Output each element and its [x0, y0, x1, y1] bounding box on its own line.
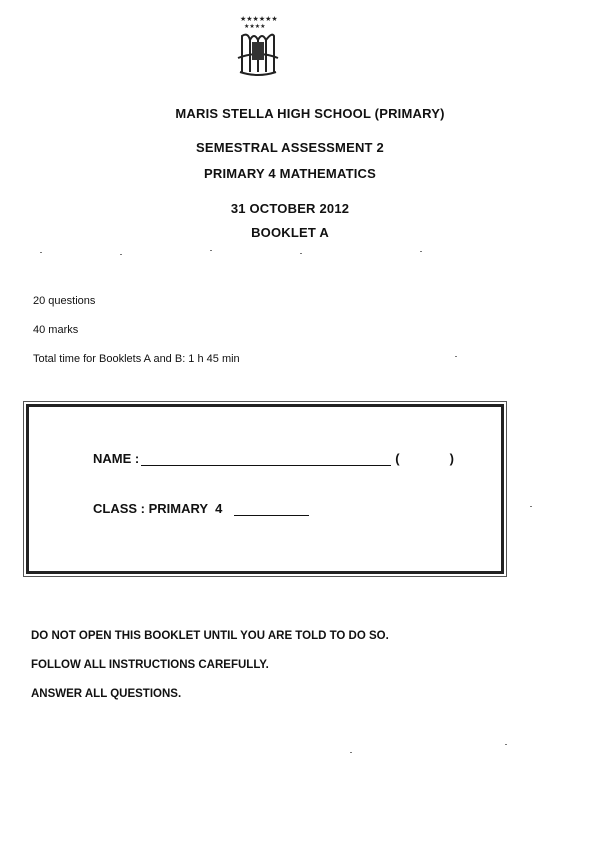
class-field[interactable]	[234, 503, 309, 516]
scan-speck	[120, 254, 122, 255]
exam-date: 31 OCTOBER 2012	[230, 201, 350, 216]
question-count: 20 questions	[33, 295, 96, 307]
instruction-item: DO NOT OPEN THIS BOOKLET UNTIL YOU ARE TOLD TO DO SO.	[31, 630, 389, 642]
svg-text:★★★★★★: ★★★★★★	[240, 15, 278, 23]
scan-speck	[505, 744, 507, 745]
register-number-close-paren: )	[449, 451, 454, 466]
scan-speck	[530, 506, 532, 507]
register-number-open-paren: (	[395, 451, 400, 466]
student-details-box	[26, 404, 504, 574]
name-row	[93, 451, 454, 466]
instruction-item: ANSWER ALL QUESTIONS.	[31, 688, 182, 700]
scan-speck	[210, 250, 212, 251]
scan-speck	[350, 752, 352, 753]
total-marks: 40 marks	[33, 324, 79, 336]
school-name: MARIS STELLA HIGH SCHOOL (PRIMARY)	[175, 106, 445, 121]
name-label: NAME :	[93, 451, 140, 466]
scan-speck	[40, 252, 42, 253]
class-label: CLASS : PRIMARY 4	[93, 501, 223, 516]
scan-speck	[455, 356, 457, 357]
scan-speck	[300, 253, 302, 254]
class-row	[93, 501, 309, 516]
assessment-title: SEMESTRAL ASSESSMENT 2	[196, 140, 384, 155]
name-field[interactable]	[141, 452, 391, 466]
instruction-item: FOLLOW ALL INSTRUCTIONS CAREFULLY.	[31, 659, 269, 671]
school-crest-logo	[232, 12, 284, 80]
svg-text:★★★★: ★★★★	[244, 23, 266, 30]
scan-speck	[420, 251, 422, 252]
subject-title: PRIMARY 4 MATHEMATICS	[203, 166, 376, 181]
booklet-label: BOOKLET A	[251, 225, 329, 240]
total-time: Total time for Booklets A and B: 1 h 45 min	[33, 353, 240, 365]
